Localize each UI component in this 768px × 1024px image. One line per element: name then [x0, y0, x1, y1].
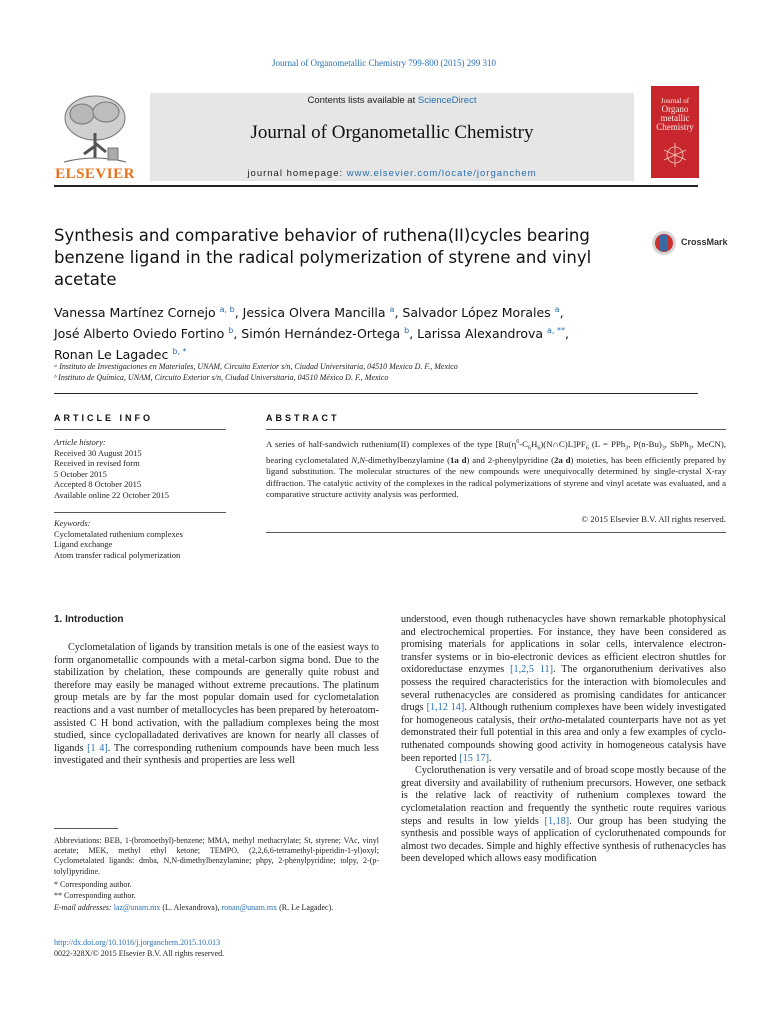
abstract-part: ) and 2-phenylpyridine ( — [466, 454, 555, 465]
contents-prefix: Contents lists available at — [307, 95, 418, 106]
email-link[interactable]: ronan@unam.mx — [221, 903, 278, 912]
cover-line: Organo — [661, 104, 689, 114]
journal-homepage — [150, 168, 634, 179]
compound-label: 1a d — [450, 454, 467, 465]
email-label: E-mail addresses: — [54, 903, 112, 912]
abstract-part: , P(n-Bu) — [628, 438, 662, 449]
author-name: Ronan Le Lagadec — [54, 347, 169, 363]
citation-link[interactable]: [1,2,5 11] — [510, 664, 554, 676]
author-separator: , — [394, 305, 403, 321]
crossmark-icon — [651, 229, 677, 259]
article-title: Synthesis and comparative behavior of ruthena(II)cycles bearing benzene ligand in the radical polymerization of styrene and vinyl acetate — [54, 226, 592, 289]
crossmark-label: CrossMark — [681, 237, 728, 247]
author-affiliation-mark[interactable]: b — [228, 326, 234, 336]
keywords-rule — [54, 512, 226, 513]
footnote-corresponding-1: * Corresponding author. — [54, 880, 132, 889]
homepage-link[interactable]: www.elsevier.com/locate/jorganchem — [346, 168, 537, 179]
author-affiliation-mark[interactable]: a, b — [219, 305, 235, 314]
italic-run: ortho — [539, 714, 562, 726]
keywords-block — [54, 518, 234, 560]
history-label: Article history: — [54, 437, 106, 447]
keyword: Atom transfer radical polymerization — [54, 549, 181, 560]
author-list — [54, 301, 694, 364]
text-run: . Our group has been studying the synthesis and possible ways of application of cycloruthenated compounds for almost two decades. Simple and highly effective synthesis of ruthenacycles has been developed which allows easy modification — [401, 815, 726, 865]
abstract-part: (L = PPh — [588, 438, 626, 449]
cover-line: Journal of — [660, 97, 690, 105]
author-affiliation-mark[interactable]: a, ** — [547, 326, 566, 336]
citation-link[interactable]: [15 17] — [459, 752, 489, 764]
author-name: José Alberto Oviedo Fortino — [54, 326, 225, 342]
abstract-part: ) moieties, has been efficiently prepared by ligand substitution. The molecular structures of the new compounds were unequivocally determined by single-crystal X-ray diffraction. The catalytic activity of the complexes in the radical polymerizations of styrene and vinyl acetate was evaluated, and a comparative structure activity analysis was performed. — [266, 454, 727, 499]
citation-link[interactable]: [1,18] — [544, 815, 570, 827]
author-separator: , — [559, 305, 564, 321]
cover-line: metallic — [660, 113, 690, 123]
abstract-sub: 3 — [661, 445, 665, 452]
citation-link[interactable]: [1 4] — [87, 742, 108, 754]
footnote-rule — [54, 828, 118, 829]
header-rule — [54, 185, 698, 187]
author-name: Larissa Alexandrova — [417, 326, 544, 342]
abstract-sub: 3 — [625, 445, 629, 452]
footnote-abbreviations: Abbreviations: BEB, 1-(bromoethyl)-benzene; MMA, methyl methacrylate; St, styrene; VAc, vinyl acetate; MEK, methyl ethyl ketone; TEMPO, (2,2,6,6-tetramethyl-piperidin-1-yl)oxyl; Cyclometalated ligands: dmba, N,N-dimethylbenzylamine; phpy, 2-phenylpyridine; tolpy, 2-(p-tolyl)pyridine. — [54, 836, 379, 876]
intro-paragraph — [401, 765, 726, 866]
abstract-part: , MeCN), bearing cyclometalated — [266, 438, 726, 465]
history-item: Received 30 August 2015 — [54, 447, 142, 458]
email-owner: (L. Alexandrova), — [160, 903, 222, 912]
email-owner: (R. Le Lagadec). — [277, 903, 334, 912]
article-history — [54, 437, 234, 501]
intro-left-column — [54, 642, 379, 768]
author-affiliation-mark[interactable]: b, * — [172, 347, 187, 357]
abstract-part: , SbPh — [664, 438, 689, 449]
section-heading-introduction: 1. Introduction — [54, 614, 124, 625]
homepage-prefix: journal homepage: — [247, 168, 347, 179]
abstract-part: )(N∩C)L]PF — [540, 438, 586, 449]
text-run: -metalated counterparts have not as yet demonstrated their full potential in this area and only a few examples of cyclo-ruthenated compounds showing good activity in homogeneous catalysis have been reported — [401, 714, 726, 764]
author-name: Simón Hernández-Ortega — [241, 326, 401, 342]
author-name: Jessica Olvera Mancilla — [242, 305, 386, 321]
affiliation-b: ᵇ Instituto de Química, UNAM, Circuito Exterior s/n, Ciudad Universitaria, 04510 México D. F., Mexico — [54, 373, 389, 382]
history-item: Received in revised form — [54, 458, 140, 469]
affiliation-rule — [54, 393, 698, 394]
abstract-sub: 6 — [527, 445, 531, 452]
intro-right-column — [401, 614, 726, 866]
footnote-corresponding-2: ** Corresponding author. — [54, 891, 136, 900]
article-info-rule — [54, 429, 226, 430]
intro-paragraph — [401, 614, 726, 765]
abstract-sup: 6 — [516, 439, 520, 445]
text-run: Cycloruthenation is very versatile and of broad scope mostly because of the great diversity and availability of ruthenium precursors. However, one setback is the relative lack of reactivity of ruthenium complexes toward the cyclometalation reaction and frequently the synthetic route requires various steps and results in low yields — [401, 765, 726, 827]
abstract-part: A series of half-sandwich ruthenium(II) complexes of the type [Ru(η — [266, 438, 517, 449]
author-separator: , — [234, 305, 243, 321]
abstract-sub: 3 — [688, 445, 692, 452]
abstract-part: -C — [519, 438, 528, 449]
doi-link[interactable]: http://dx.doi.org/10.1016/j.jorganchem.2015.10.013 — [54, 938, 221, 947]
compound-label: 2a d — [554, 454, 571, 465]
crossmark-badge[interactable] — [651, 229, 741, 261]
elsevier-wordmark: ELSEVIER — [55, 166, 135, 182]
contents-line — [150, 95, 634, 106]
abstract-italic: N,N — [351, 454, 366, 465]
abstract-part: H — [530, 438, 538, 449]
author-separator: , — [565, 326, 569, 342]
abstract-bottom-rule — [266, 532, 726, 533]
text-run: . Although ruthenium complexes have been widely investigated for homogeneous catalysis, their — [401, 702, 726, 726]
intro-paragraph — [54, 642, 379, 768]
abstract-heading: ABSTRACT — [266, 413, 340, 423]
affiliation-a: ᵃ Instituto de Investigaciones en Materiales, UNAM, Circuito Exterior s/n, Ciudad Universitaria, 04510 Mexico D. F., Mexico — [54, 362, 458, 371]
history-item: Accepted 8 October 2015 — [54, 479, 142, 490]
author-affiliation-mark[interactable]: a — [389, 305, 395, 314]
abstract-part: -dimethylbenzylamine ( — [365, 454, 451, 465]
journal-title: Journal of Organometallic Chemistry — [250, 122, 534, 143]
footnote-emails — [54, 903, 379, 913]
history-item: 5 October 2015 — [54, 468, 107, 479]
journal-citation[interactable]: Journal of Organometallic Chemistry 799-800 (2015) 299 310 — [271, 58, 497, 68]
journal-cover-image — [651, 86, 699, 178]
author-affiliation-mark[interactable]: a — [554, 305, 560, 314]
text-run: . — [488, 752, 492, 764]
text-run: . The organoruthenium derivatives also possess the required characteristics for the interaction with biomolecules and several ruthenacycles are considered as promising candidates for anticancer drugs — [401, 664, 726, 714]
cover-line: Chemistry — [656, 122, 694, 132]
author-separator: , — [233, 326, 242, 342]
abstract-rule — [266, 429, 726, 430]
issn-line: 0022-328X/© 2015 Elsevier B.V. All rights reserved. — [54, 949, 225, 958]
author-name: Vanessa Martínez Cornejo — [54, 305, 216, 321]
author-affiliation-mark[interactable]: b — [404, 326, 410, 336]
author-name: Salvador López Morales — [402, 305, 551, 321]
text-run: . The corresponding ruthenium compounds have been much less investigated and their synthesis and properties are less well — [54, 742, 379, 767]
abstract-sub: 6 — [585, 445, 589, 452]
text-run: understood, even though ruthenacycles have shown remarkable photophysical and electrochemical properties. For instance, they have been considered as promising materials for applications in solar cells, intervalence electron-transfer systems or in bio-electronic devices as efficient electron shuttles for oxidoreductase enzymes — [401, 614, 726, 676]
history-item: Available online 22 October 2015 — [54, 489, 170, 500]
keyword: Ligand exchange — [54, 539, 113, 550]
author-separator: , — [409, 326, 418, 342]
abstract-copyright: © 2015 Elsevier B.V. All rights reserved. — [581, 514, 726, 524]
abstract-sub: 6 — [537, 445, 541, 452]
article-info-heading: ARTICLE INFO — [54, 413, 153, 423]
keywords-label: Keywords: — [54, 518, 91, 528]
cover-molecule-icon — [659, 138, 691, 172]
abstract-text — [266, 437, 726, 500]
citation-link[interactable]: [1,12 14] — [426, 702, 465, 714]
keyword: Cyclometalated ruthenium complexes — [54, 528, 183, 539]
email-link[interactable]: laz@unam.mx — [113, 903, 161, 912]
sciencedirect-link[interactable]: ScienceDirect — [417, 95, 477, 106]
text-run: Cyclometalation of ligands by transition metals is one of the easiest ways to form organometallic compounds with a metal-carbon sigma bond. Due to the stabilization by chelation, these compounds are generally quite robust and therefore may easily be managed without extreme precautions. The platinum group metals are by far the most popular domain used for cyclometalation reactions and a vast number of metallocycles has been prepared by heteroatom-assisted C H bond activation, with the palladium complexes being the most studied, since cyclopalladated derivatives are known for nearly all classes of ligands — [54, 642, 379, 754]
